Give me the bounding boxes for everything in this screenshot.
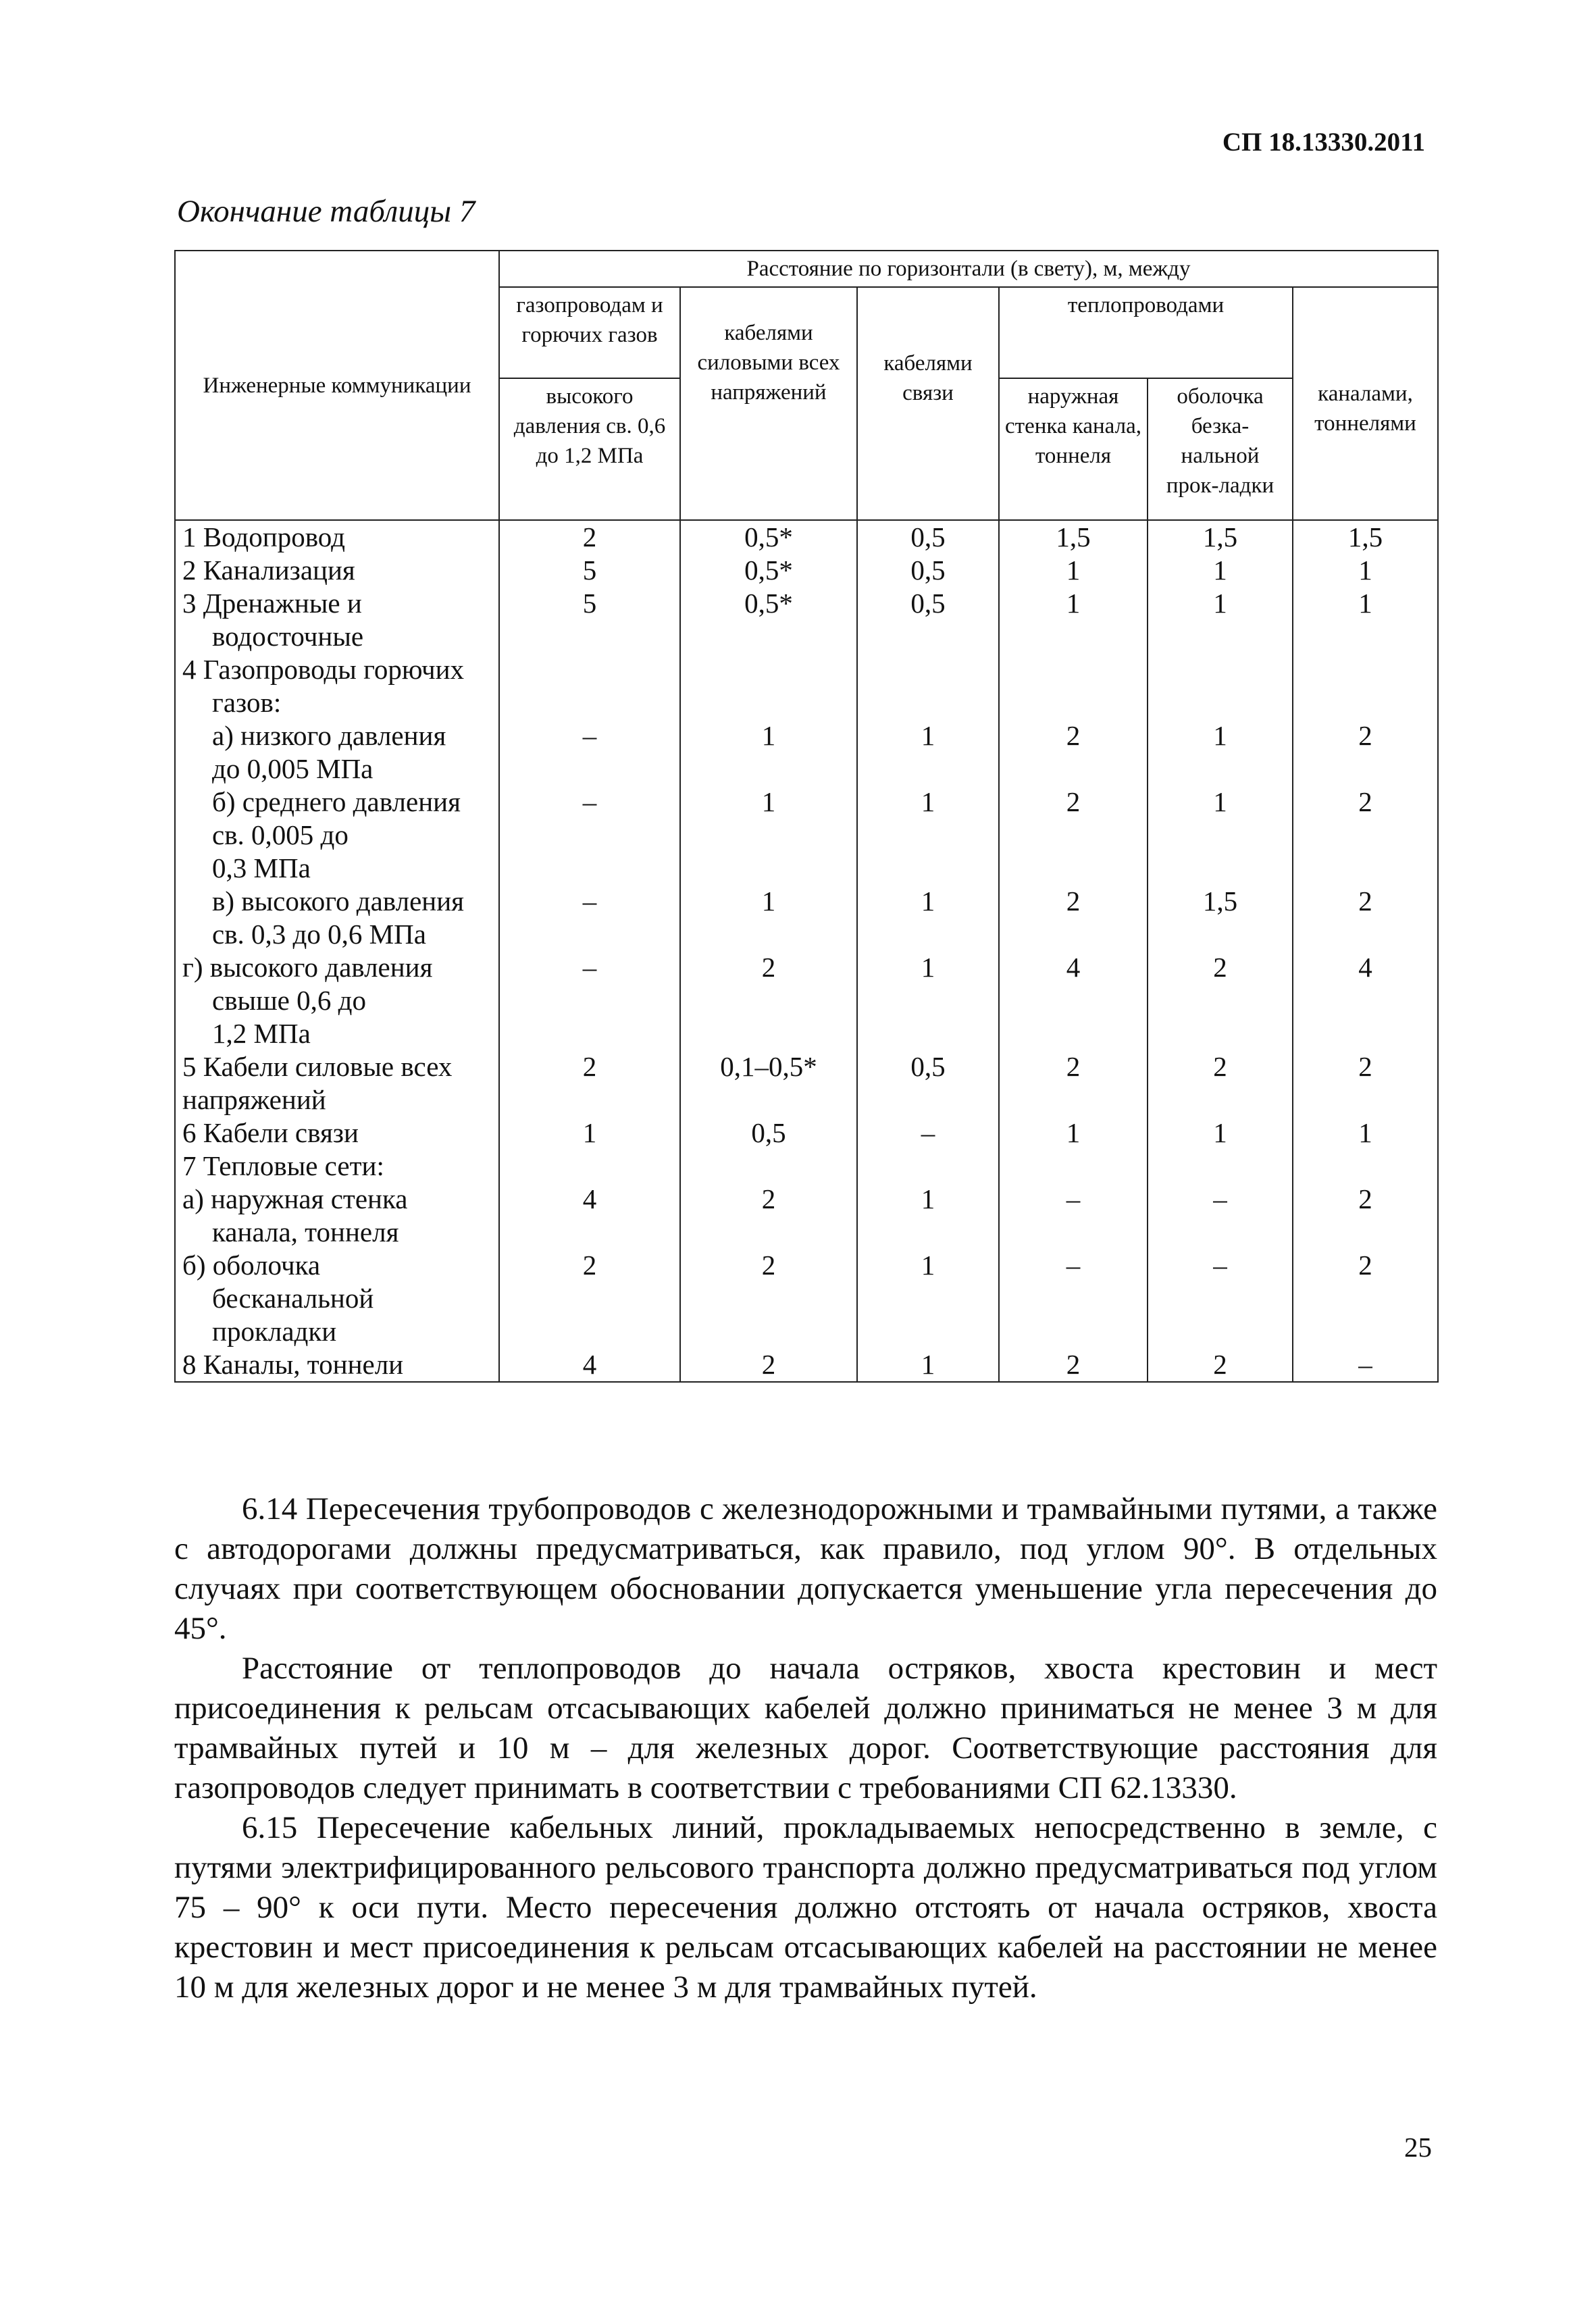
cell-value: 1 [857,1183,999,1249]
table-row [175,520,1438,554]
cell-value: 2 [1148,1348,1293,1382]
cell-value: 0,5 [680,1116,857,1150]
cell-value: – [857,1116,999,1150]
cell-value: 0,1–0,5* [680,1050,857,1116]
cell-value: – [1293,1348,1438,1382]
cell-value: 1 [1293,587,1438,653]
cell-value: 1 [1148,786,1293,885]
table-row [175,653,1438,719]
cell-value [680,1150,857,1183]
cell-value: 2 [1293,1050,1438,1116]
table-row [175,786,1438,885]
cell-value: – [1148,1183,1293,1249]
row-label: 7 Тепловые сети: [175,1150,499,1183]
header-comm-cables: кабелями связи [857,287,999,520]
cell-value: 1 [1148,554,1293,587]
cell-value: 2 [680,1183,857,1249]
cell-value: 2 [1148,951,1293,1050]
cell-value: 0,5 [857,554,999,587]
cell-value: – [999,1183,1148,1249]
cell-value: 2 [999,1050,1148,1116]
header-heat-pipelines: теплопроводами [999,287,1293,378]
cell-value: 1 [1148,719,1293,786]
cell-value: – [499,786,680,885]
document-code: СП 18.13330.2011 [1222,128,1425,157]
cell-value: 1 [680,719,857,786]
cell-value [1148,1150,1293,1183]
body-text [174,1489,1437,2007]
cell-value [1293,653,1438,719]
row-label: 6 Кабели связи [175,1116,499,1150]
table-row [175,885,1438,951]
header-horizontal-distance: Расстояние по горизонтали (в свету), м, между [499,251,1438,287]
cell-value: 4 [499,1348,680,1382]
table-row [175,1150,1438,1183]
table-row [175,1183,1438,1249]
cell-value: 0,5 [857,587,999,653]
table-row [175,1116,1438,1150]
table-row [175,719,1438,786]
cell-value: 1 [857,786,999,885]
cell-value: 5 [499,587,680,653]
cell-value: 0,5 [857,520,999,554]
cell-value: 1 [1293,1116,1438,1150]
distance-table [174,250,1439,1383]
table-row [175,1050,1438,1116]
cell-value: 5 [499,554,680,587]
cell-value: 1 [857,1249,999,1348]
paragraph-6-14: 6.14 Пересечения трубопроводов с железнодорожными и трамвайными путями, а также с автодорогами должны предусматриваться, как правило, под углом 90°. В отдельных случаях при соответствующем обосновании допускается уменьшение угла пересечения до 45°. [174,1491,1437,1646]
header-gas-high-pressure: высокого давления св. 0,6 до 1,2 МПа [499,378,680,520]
cell-value: – [499,951,680,1050]
row-label: 4 Газопроводы горючих газов: [175,653,499,719]
cell-value: 0,5 [857,1050,999,1116]
cell-value: 1,5 [1293,520,1438,554]
header-utilities: Инженерные коммуникации [175,251,499,520]
cell-value: 0,5* [680,587,857,653]
cell-value: 2 [680,1348,857,1382]
cell-value [999,1150,1148,1183]
cell-value [999,653,1148,719]
cell-value [680,653,857,719]
cell-value: 1 [999,1116,1148,1150]
cell-value: 1 [1293,554,1438,587]
row-label: г) высокого давления свыше 0,6 до 1,2 МПа [175,951,499,1050]
cell-value [857,653,999,719]
cell-value: 0,5* [680,554,857,587]
cell-value: 2 [1293,719,1438,786]
header-heat-shell: оболочка безка-нальной прок-ладки [1148,378,1293,520]
cell-value [1293,1150,1438,1183]
cell-value: 1 [857,885,999,951]
header-channels: каналами, тоннелями [1293,287,1438,520]
row-label: б) оболочка бесканальной прокладки [175,1249,499,1348]
table-row [175,1249,1438,1348]
cell-value: 2 [999,719,1148,786]
cell-value: 2 [680,1249,857,1348]
cell-value [499,1150,680,1183]
header-gas-pipelines: газопроводам и горючих газов [499,287,680,378]
cell-value: 2 [999,786,1148,885]
cell-value: – [499,885,680,951]
header-heat-outer-wall: наружная стенка канала, тоннеля [999,378,1148,520]
row-label: 2 Канализация [175,554,499,587]
cell-value: 1 [857,719,999,786]
cell-value [1148,653,1293,719]
row-label: 5 Кабели силовые всех напряжений [175,1050,499,1116]
paragraph-distance: Расстояние от теплопроводов до начала остряков, хвоста крестовин и мест присоединения к рельсам отсасывающих кабелей должно приниматься не менее 3 м для трамвайных путей и 10 м – для железных дорог. Соответствующие расстояния для газопроводов следует принимать в соответствии с требованиями СП 62.13330. [174,1651,1437,1805]
cell-value: 2 [1293,885,1438,951]
row-label: а) наружная стенка канала, тоннеля [175,1183,499,1249]
cell-value: 1 [1148,1116,1293,1150]
table-caption: Окончание таблицы 7 [177,194,475,229]
cell-value: 2 [999,1348,1148,1382]
cell-value [857,1150,999,1183]
cell-value [499,653,680,719]
cell-value: 1 [680,786,857,885]
paragraph-6-15: 6.15 Пересечение кабельных линий, прокладываемых непосредственно в земле, с путями электрифицированного рельсового транспорта должно предусматриваться под углом 75 – 90° к оси пути. Место пересечения должно отстоять от начала остряков, хвоста крестовин и мест присоединения к рельсам отсасывающих кабелей на расстоянии не менее 10 м для железных дорог и не менее 3 м для трамвайных путей. [174,1810,1437,2005]
cell-value: 2 [1293,1183,1438,1249]
cell-value: 2 [680,951,857,1050]
row-label: 3 Дренажные и водосточные [175,587,499,653]
cell-value: 1 [1148,587,1293,653]
cell-value: 1 [499,1116,680,1150]
cell-value: 4 [499,1183,680,1249]
cell-value: 1 [857,1348,999,1382]
cell-value: 4 [999,951,1148,1050]
table-row [175,587,1438,653]
cell-value: 2 [499,520,680,554]
cell-value: 4 [1293,951,1438,1050]
cell-value: 1,5 [1148,520,1293,554]
cell-value: 1 [857,951,999,1050]
table-row [175,951,1438,1050]
cell-value: 2 [499,1050,680,1116]
cell-value: – [1148,1249,1293,1348]
cell-value: 1 [680,885,857,951]
table-row [175,554,1438,587]
row-label: а) низкого давления до 0,005 МПа [175,719,499,786]
row-label: 1 Водопровод [175,520,499,554]
cell-value: 2 [499,1249,680,1348]
cell-value: 0,5* [680,520,857,554]
cell-value: 1,5 [999,520,1148,554]
cell-value: – [999,1249,1148,1348]
table-row [175,1348,1438,1382]
cell-value: 2 [999,885,1148,951]
cell-value: 2 [1148,1050,1293,1116]
cell-value: 1 [999,554,1148,587]
header-power-cables: кабелями силовыми всех напряжений [680,287,857,520]
page-number: 25 [1404,2132,1432,2163]
cell-value: 1,5 [1148,885,1293,951]
row-label: 8 Каналы, тоннели [175,1348,499,1382]
cell-value: – [499,719,680,786]
cell-value: 2 [1293,1249,1438,1348]
row-label: в) высокого давления св. 0,3 до 0,6 МПа [175,885,499,951]
cell-value: 1 [999,587,1148,653]
row-label: б) среднего давления св. 0,005 до 0,3 МПа [175,786,499,885]
cell-value: 2 [1293,786,1438,885]
